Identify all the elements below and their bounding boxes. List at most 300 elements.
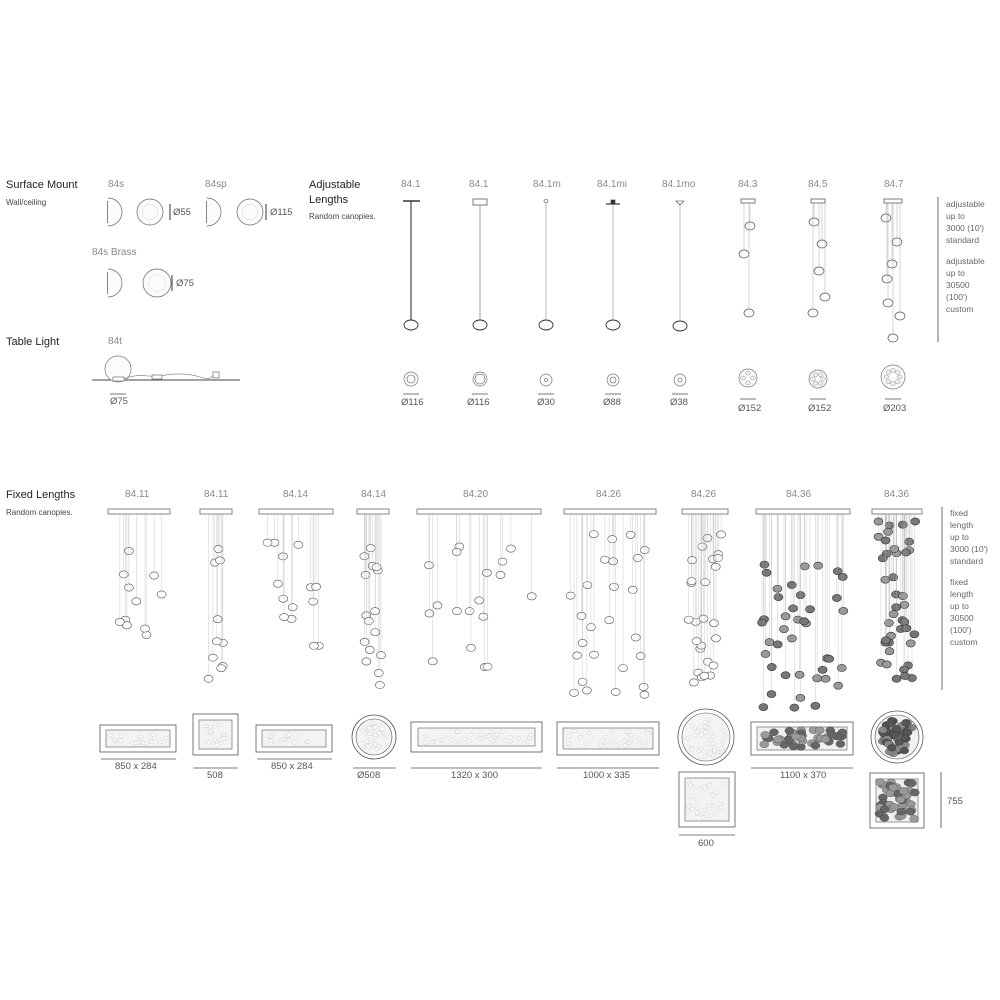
plan-globe xyxy=(821,736,830,743)
pendant-globe xyxy=(633,554,642,561)
plan-globe xyxy=(895,370,900,374)
canopy xyxy=(108,509,170,514)
plan-globe xyxy=(164,736,168,740)
plan-globe xyxy=(815,727,824,734)
plan-globe xyxy=(292,741,296,745)
plan-globe xyxy=(897,375,902,379)
adj-model-8: 84.7 xyxy=(884,179,904,190)
canopy xyxy=(884,199,902,203)
canopy xyxy=(872,509,922,514)
plan-globe xyxy=(886,370,891,374)
dim-84s: Ø55 xyxy=(173,207,191,218)
pendant-globe xyxy=(115,618,124,625)
fix-model-6: 84.26 xyxy=(596,489,622,500)
plan-globe xyxy=(703,730,707,734)
pendant-globe xyxy=(787,635,796,642)
plan-globe xyxy=(695,811,699,815)
pendant-globe xyxy=(309,642,318,649)
pendant-globe xyxy=(465,608,474,615)
plan-globe xyxy=(686,809,690,813)
pendant-globe xyxy=(673,321,687,331)
plan-globe xyxy=(887,744,896,751)
plan-globe xyxy=(134,741,138,745)
plan-globe xyxy=(689,748,693,752)
pendant-globe xyxy=(796,694,805,701)
plan-globe xyxy=(606,743,610,747)
plan-globe xyxy=(287,733,291,737)
pendant-globe xyxy=(619,664,628,671)
pendant-globe xyxy=(589,531,598,538)
plan-globe xyxy=(828,731,837,738)
plan-globe xyxy=(875,779,884,786)
plan-globe xyxy=(706,804,710,808)
plan-globe xyxy=(710,731,714,735)
pendant-globe xyxy=(215,557,224,564)
fix-model-9: 84.36 xyxy=(884,489,910,500)
plan-globe xyxy=(719,747,723,751)
fix-dim-755: 755 xyxy=(947,796,963,807)
pendant-globe xyxy=(713,554,722,561)
plan-globe xyxy=(202,724,206,728)
pendant-globe xyxy=(628,586,637,593)
pendant-globe xyxy=(901,672,910,679)
plan-globe xyxy=(889,784,898,791)
canopy xyxy=(756,509,850,514)
plan-globe xyxy=(702,785,706,789)
pendant-globe xyxy=(639,683,648,690)
pendant-globe xyxy=(279,553,288,560)
plan-globe xyxy=(886,720,895,727)
plan-globe xyxy=(884,375,889,379)
pendant-globe xyxy=(375,681,384,688)
plan-globe xyxy=(119,739,123,743)
plan-globe xyxy=(910,815,919,822)
plan-globe xyxy=(213,738,217,742)
plan-globe xyxy=(578,736,582,740)
plan-globe xyxy=(367,726,371,730)
plan-outline xyxy=(607,374,619,386)
pendant-globe xyxy=(376,652,385,659)
plan-globe xyxy=(627,741,631,745)
plan-globe xyxy=(886,380,891,384)
plan-globe xyxy=(573,729,577,733)
pendant-globe xyxy=(372,564,381,571)
pendant-globe xyxy=(800,618,809,625)
surface-mount-subtitle: Wall/ceiling xyxy=(6,198,47,207)
plan-globe xyxy=(791,733,800,740)
dim-84s-brass: Ø75 xyxy=(176,278,194,289)
plan-globe xyxy=(821,377,826,381)
plan-globe xyxy=(375,747,379,751)
plan-globe xyxy=(694,797,698,801)
adj-model-6: 84.3 xyxy=(738,179,758,190)
plan-globe xyxy=(880,806,889,813)
adj-model-2: 84.1 xyxy=(469,179,489,190)
plan-globe xyxy=(892,725,901,732)
plan-globe xyxy=(469,733,473,737)
plan-globe xyxy=(690,794,694,798)
pendant-globe xyxy=(586,624,595,631)
adj-dim-4: Ø88 xyxy=(603,397,621,408)
pendant-globe xyxy=(157,591,166,598)
pendant-globe xyxy=(684,616,693,623)
pendant-globe xyxy=(883,299,893,307)
plan-globe xyxy=(366,745,370,749)
plan-globe xyxy=(811,742,820,749)
plan-globe xyxy=(719,806,723,810)
plan-globe xyxy=(478,733,482,737)
plan-globe xyxy=(896,796,905,803)
pendant-globe xyxy=(881,214,891,222)
adj-dim-8: Ø203 xyxy=(883,403,907,414)
pendant-globe xyxy=(424,562,433,569)
plan-globe xyxy=(274,740,278,744)
canopy xyxy=(417,509,541,514)
fix-dim-600: 600 xyxy=(698,838,714,849)
plan-globe xyxy=(746,371,751,375)
plan-globe xyxy=(722,734,726,738)
plan-globe xyxy=(477,737,481,741)
plan-globe xyxy=(703,808,707,812)
pendant-globe xyxy=(142,631,151,638)
plan-globe xyxy=(583,742,587,746)
plan-globe xyxy=(693,734,697,738)
pendant-globe xyxy=(882,661,891,668)
plan-globe xyxy=(500,730,504,734)
plan-globe xyxy=(149,740,153,744)
pendant-globe xyxy=(809,218,819,226)
fix-dim-5: 1320 x 300 xyxy=(451,770,499,781)
plan-globe xyxy=(614,743,618,747)
fix-dim-1: 850 x 284 xyxy=(115,761,157,772)
adjustable-title-line1: Adjustable xyxy=(309,179,361,191)
pendant-globe xyxy=(204,675,213,682)
pendant-globe xyxy=(473,320,487,330)
pendant-globe xyxy=(899,666,908,673)
pendant-globe xyxy=(371,608,380,615)
canopy xyxy=(682,509,728,514)
pendant-globe xyxy=(150,572,159,579)
plan-globe xyxy=(450,738,454,742)
pendant-globe xyxy=(837,664,846,671)
plan-globe xyxy=(910,789,919,796)
plan-globe xyxy=(446,733,450,737)
pendant-globe xyxy=(365,646,374,653)
plan-globe xyxy=(774,736,783,743)
plan-globe xyxy=(108,733,112,737)
plan-globe xyxy=(702,755,706,759)
plan-globe xyxy=(687,805,691,809)
plan-globe xyxy=(785,727,794,734)
plan-globe xyxy=(891,732,900,739)
model-84s: 84s xyxy=(108,179,125,190)
plan-globe xyxy=(599,744,603,748)
adjustable-title-line2: Lengths xyxy=(309,194,349,206)
adj-model-7: 84.5 xyxy=(808,179,828,190)
globe-side-view xyxy=(108,269,122,297)
plan-globe xyxy=(708,784,712,788)
pendant-globe xyxy=(767,691,776,698)
pendant-globe xyxy=(590,651,599,658)
plan-globe xyxy=(895,380,900,384)
pendant-globe xyxy=(273,580,282,587)
fix-dim-6: 1000 x 335 xyxy=(583,770,631,781)
plan-globe xyxy=(900,747,909,754)
plan-globe xyxy=(567,734,571,738)
plan-globe xyxy=(361,729,365,733)
plan-globe xyxy=(751,376,756,380)
plan-globe xyxy=(267,734,271,738)
plan-globe xyxy=(712,745,716,749)
pendant-globe xyxy=(606,320,620,330)
pendant-globe xyxy=(910,631,919,638)
plan-globe xyxy=(818,373,823,377)
plan-globe xyxy=(769,729,778,736)
plan-globe xyxy=(698,725,702,729)
pendant-globe xyxy=(539,320,553,330)
plan-globe xyxy=(891,368,896,372)
plan-globe xyxy=(378,732,382,736)
globe-side-view xyxy=(108,198,122,226)
pendant-globe xyxy=(212,638,221,645)
pendant-globe xyxy=(710,620,719,627)
pendant-globe xyxy=(745,222,755,230)
pendant-globe xyxy=(263,539,272,546)
pendant-globe xyxy=(626,531,635,538)
pendant-globe xyxy=(898,592,907,599)
plan-globe xyxy=(813,373,818,377)
plan-globe xyxy=(645,731,649,735)
plan-globe xyxy=(287,738,291,742)
plan-globe xyxy=(365,740,369,744)
pendant-globe xyxy=(892,675,901,682)
adj-dim-1: Ø116 xyxy=(401,397,424,408)
plan-globe xyxy=(698,786,702,790)
plan-globe xyxy=(430,740,434,744)
plan-globe xyxy=(490,730,494,734)
pendant-globe xyxy=(825,655,834,662)
pendant-globe xyxy=(814,267,824,275)
canopy xyxy=(811,199,825,203)
pendant-globe xyxy=(789,605,798,612)
pendant-globe xyxy=(761,650,770,657)
pendant-globe xyxy=(884,528,893,535)
pendant-globe xyxy=(428,658,437,665)
plan-globe xyxy=(566,742,570,746)
plan-outline xyxy=(540,374,552,386)
pendant-globe xyxy=(765,639,774,646)
plan-globe xyxy=(891,382,896,386)
plan-globe xyxy=(610,738,614,742)
plan-globe xyxy=(637,737,641,741)
adj-model-5: 84.1mo xyxy=(662,179,696,190)
globe-side-view xyxy=(207,198,221,226)
plan-globe xyxy=(707,718,711,722)
fix-dim-7: 1100 x 370 xyxy=(780,770,827,781)
plan-globe xyxy=(208,725,212,729)
pendant-globe xyxy=(818,666,827,673)
plan-globe xyxy=(282,737,286,741)
plan-globe xyxy=(384,734,388,738)
pendant-globe xyxy=(744,309,754,317)
fix-model-5: 84.20 xyxy=(463,489,489,500)
plan-globe xyxy=(706,726,710,730)
fix-dim-4: Ø508 xyxy=(357,770,381,781)
plan-globe xyxy=(643,741,647,745)
plan-globe xyxy=(908,780,917,787)
fix-model-7: 84.26 xyxy=(691,489,717,500)
pendant-globe xyxy=(758,619,767,626)
canopy xyxy=(564,509,656,514)
plan-globe xyxy=(760,741,769,748)
table-switch xyxy=(152,375,162,379)
plan-globe xyxy=(516,737,520,741)
canopy xyxy=(676,201,684,205)
canopy xyxy=(741,199,755,203)
plan-globe xyxy=(377,723,381,727)
plan-globe xyxy=(721,782,725,786)
pendant-globe xyxy=(885,648,894,655)
adj-dim-5: Ø38 xyxy=(670,397,688,408)
canopy-knob xyxy=(611,200,615,204)
pendant-globe xyxy=(578,639,587,646)
plan-globe xyxy=(789,743,798,750)
dim-84t: Ø75 xyxy=(110,396,128,407)
adj-dim-3: Ø30 xyxy=(537,397,555,408)
plan-globe xyxy=(711,804,715,808)
plan-globe xyxy=(706,735,710,739)
plan-globe xyxy=(707,801,711,805)
plan-globe xyxy=(710,742,714,746)
plan-globe xyxy=(529,733,533,737)
pendant-globe xyxy=(361,571,370,578)
plan-outline xyxy=(674,374,686,386)
pendant-globe xyxy=(360,638,369,645)
pendant-globe xyxy=(496,571,505,578)
pendant-globe xyxy=(312,583,321,590)
pendant-globe xyxy=(404,320,418,330)
pendant-globe xyxy=(701,579,710,586)
plan-globe xyxy=(215,743,219,747)
pendant-globe xyxy=(466,644,475,651)
pendant-globe xyxy=(692,638,701,645)
table-plug xyxy=(213,372,219,378)
pendant-globe xyxy=(689,679,698,686)
pendant-globe xyxy=(279,595,288,602)
pendant-globe xyxy=(132,598,141,605)
plan-globe xyxy=(467,739,471,743)
plan-globe xyxy=(705,742,709,746)
plan-globe xyxy=(158,740,162,744)
plan-globe xyxy=(718,802,722,806)
pendant-globe xyxy=(760,561,769,568)
plan-globe xyxy=(610,729,614,733)
model-84sp: 84sp xyxy=(205,179,227,190)
fix-dim-2: 508 xyxy=(207,770,223,781)
globe-front-view xyxy=(137,199,163,225)
plan-globe xyxy=(508,736,512,740)
pendant-globe xyxy=(887,260,897,268)
plan-globe xyxy=(119,735,123,739)
plan-globe xyxy=(685,737,689,741)
pendant-globe xyxy=(360,553,369,560)
plan-globe xyxy=(880,814,889,821)
plan-globe xyxy=(297,734,301,738)
pendant-globe xyxy=(833,568,842,575)
pendant-globe xyxy=(781,672,790,679)
pendant-globe xyxy=(280,613,289,620)
plan-globe xyxy=(690,786,694,790)
plan-globe xyxy=(699,733,703,737)
pendant-globe xyxy=(806,606,815,613)
plan-globe xyxy=(902,719,911,726)
plan-globe xyxy=(152,736,156,740)
fixed-length-note: fixed length up to 3000 (10') standard fixed length up to 30500 (100') custom xyxy=(950,508,989,647)
adj-model-3: 84.1m xyxy=(533,179,561,190)
plan-globe xyxy=(625,730,629,734)
plan-globe xyxy=(711,794,715,798)
pendant-globe xyxy=(217,665,226,672)
plan-globe xyxy=(457,740,461,744)
pendant-globe xyxy=(366,545,375,552)
plan-globe xyxy=(141,741,145,745)
pendant-globe xyxy=(881,637,890,644)
pendant-globe xyxy=(610,583,619,590)
pendant-globe xyxy=(583,582,592,589)
pendant-globe xyxy=(882,275,892,283)
plan-globe xyxy=(604,736,608,740)
pendant-globe xyxy=(452,607,461,614)
plan-globe xyxy=(818,381,823,385)
canopy xyxy=(259,509,333,514)
pendant-globe xyxy=(425,610,434,617)
model-84s-brass: 84s Brass xyxy=(92,247,137,258)
pendant-globe xyxy=(213,616,222,623)
pendant-globe xyxy=(608,536,617,543)
plan-globe xyxy=(901,734,910,741)
plan-globe xyxy=(221,737,225,741)
pendant-globe xyxy=(611,688,620,695)
pendant-globe xyxy=(889,610,898,617)
pendant-globe xyxy=(600,556,609,563)
pendant-globe xyxy=(294,541,303,548)
globe-front-view xyxy=(143,269,171,297)
table-cord xyxy=(124,374,214,379)
plan-globe xyxy=(139,735,143,739)
pendant-globe xyxy=(498,558,507,565)
pendant-globe xyxy=(767,663,776,670)
pendant-globe xyxy=(640,691,649,698)
fix-model-3: 84.14 xyxy=(283,489,309,500)
plan-globe xyxy=(208,730,212,734)
pendant-globe xyxy=(711,563,720,570)
pendant-globe xyxy=(790,704,799,711)
fix-model-8: 84.36 xyxy=(786,489,812,500)
pendant-globe xyxy=(911,518,920,525)
pendant-globe xyxy=(817,240,827,248)
dim-84sp: Ø115 xyxy=(270,207,293,218)
plan-globe xyxy=(628,733,632,737)
pendant-globe xyxy=(906,640,915,647)
plan-globe xyxy=(890,803,899,810)
fix-dim-3: 850 x 284 xyxy=(271,761,313,772)
pendant-globe xyxy=(821,675,830,682)
plan-globe xyxy=(463,737,467,741)
pendant-globe xyxy=(820,293,830,301)
plan-globe xyxy=(113,738,117,742)
canopy xyxy=(200,509,232,514)
plan-globe xyxy=(380,727,384,731)
